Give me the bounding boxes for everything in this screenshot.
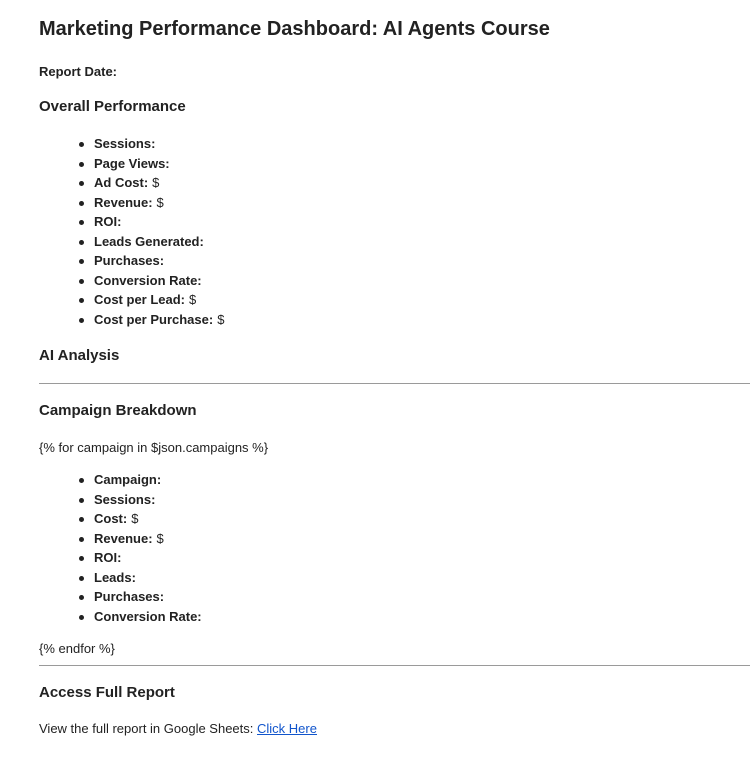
overall-performance-heading: Overall Performance (39, 98, 186, 115)
list-item: Revenue: $ (94, 193, 224, 213)
list-item: Campaign: (94, 470, 206, 490)
divider (39, 383, 750, 384)
divider (39, 665, 750, 666)
list-item: Leads Generated: (94, 232, 224, 252)
report-date-label: Report Date: (39, 64, 118, 79)
click-here-link[interactable]: Click Here (257, 721, 317, 736)
full-report-text: View the full report in Google Sheets: (39, 721, 254, 736)
ai-analysis-heading: AI Analysis (39, 347, 120, 364)
loop-start-template: {% for campaign in $json.campaigns %} (39, 440, 269, 455)
list-item: Page Views: (94, 154, 224, 174)
list-item: Sessions: (94, 134, 224, 154)
full-report-line (39, 721, 317, 736)
campaign-metrics-list (39, 470, 206, 626)
campaign-breakdown-heading: Campaign Breakdown (39, 402, 197, 419)
list-item: Cost per Purchase: $ (94, 310, 224, 330)
loop-end-template: {% endfor %} (39, 641, 115, 656)
access-full-report-heading: Access Full Report (39, 684, 175, 701)
list-item: Leads: (94, 568, 206, 588)
list-item: Sessions: (94, 490, 206, 510)
list-item: ROI: (94, 212, 224, 232)
list-item: Revenue: $ (94, 529, 206, 549)
list-item: Cost per Lead: $ (94, 290, 224, 310)
overall-metrics-list (39, 134, 224, 329)
list-item: Purchases: (94, 587, 206, 607)
page-title: Marketing Performance Dashboard: AI Agents Course (39, 18, 550, 40)
list-item: Conversion Rate: (94, 271, 224, 291)
list-item: Ad Cost: $ (94, 173, 224, 193)
list-item: Purchases: (94, 251, 224, 271)
list-item: Cost: $ (94, 509, 206, 529)
list-item: ROI: (94, 548, 206, 568)
list-item: Conversion Rate: (94, 607, 206, 627)
